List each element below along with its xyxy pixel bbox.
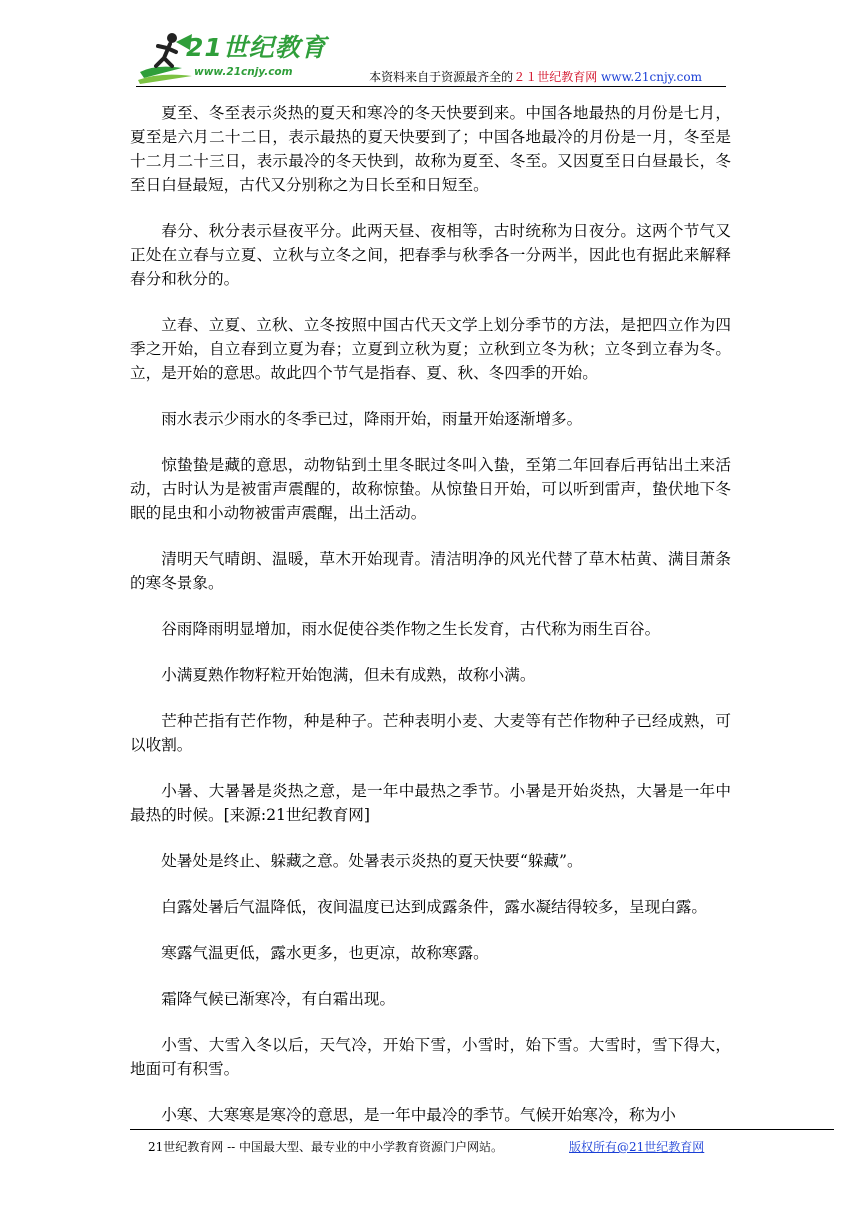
paragraph: 春分、秋分表示昼夜平分。此两天昼、夜相等，古时统称为日夜分。这两个节气又正处在立春与立夏、立秋与立冬之间，把春季与秋季各一分两半，因此也有据此来解释春分和秋分的。 xyxy=(130,222,731,288)
document-body xyxy=(130,101,731,1149)
paragraph: 谷雨降雨明显增加，雨水促使谷类作物之生长发育，古代称为雨生百谷。 xyxy=(161,620,661,638)
header-divider xyxy=(136,86,726,87)
copyright-link[interactable]: 版权所有@21世纪教育网 xyxy=(569,1140,705,1154)
paragraph: 夏至、冬至表示炎热的夏天和寒冷的冬天快要到来。中国各地最热的月份是七月，夏至是六月二十二日，表示最热的夏天快要到了；中国各地最冷的月份是一月，冬至是十二月二十三日，表示最冷的冬天快到，故称为夏至、冬至。又因夏至日白昼最长，冬至日白昼最短，古代又分别称之为日长至和日短至。 xyxy=(130,104,731,194)
paragraph: 小满夏熟作物籽粒开始饱满，但未有成熟，故称小满。 xyxy=(161,666,536,684)
page-header xyxy=(0,0,860,90)
paragraph: 小暑、大暑暑是炎热之意，是一年中最热之季节。小暑是开始炎热，大暑是一年中最热的时候。[来源:21世纪教育网] xyxy=(130,782,731,824)
header-prefix: 本资料来自于资源最齐全的 xyxy=(369,70,514,84)
paragraph: 小雪、大雪入冬以后，天气冷，开始下雪，小雪时，始下雪。大雪时，雪下得大，地面可有积雪。 xyxy=(130,1036,731,1078)
logo-brand-text: 21世纪教育 xyxy=(186,33,327,62)
footer-text: 21世纪教育网 -- 中国最大型、最专业的中小学教育资源门户网站。 xyxy=(148,1140,504,1154)
footer-divider xyxy=(130,1129,834,1130)
paragraph: 处暑处是终止、躲藏之意。处暑表示炎热的夏天快要“躲藏”。 xyxy=(161,852,583,870)
paragraph: 清明天气晴朗、温暖，草木开始现青。清洁明净的风光代替了草木枯黄、满目萧条的寒冬景象。 xyxy=(130,550,731,592)
paragraph: 小寒、大寒寒是寒冷的意思，是一年中最冷的季节。气候开始寒冷，称为小 xyxy=(161,1106,676,1124)
paragraph: 惊蛰蛰是藏的意思，动物钻到土里冬眠过冬叫入蛰，至第二年回春后再钻出土来活动，古时认为是被雷声震醒的，故称惊蛰。从惊蛰日开始，可以听到雷声，蛰伏地下冬眠的昆虫和小动物被雷声震醒，出土活动。 xyxy=(130,456,731,522)
header-site-name-link[interactable]: ２１世纪教育网 xyxy=(513,70,598,84)
header-source-line xyxy=(369,68,702,85)
paragraph: 白露处暑后气温降低，夜间温度已达到成露条件，露水凝结得较多，呈现白露。 xyxy=(161,898,707,916)
site-logo[interactable] xyxy=(136,28,336,86)
paragraph: 立春、立夏、立秋、立冬按照中国古代天文学上划分季节的方法，是把四立作为四季之开始，自立春到立夏为春；立夏到立秋为夏；立秋到立冬为秋；立冬到立春为冬。立，是开始的意思。故此四个节气是指春、夏、秋、冬四季的开始。 xyxy=(130,316,731,382)
logo-url-text: www.21cnjy.com xyxy=(194,66,293,78)
header-site-url-link[interactable]: www.21cnjy.com xyxy=(601,70,702,84)
paragraph: 寒露气温更低，露水更多，也更凉，故称寒露。 xyxy=(161,944,489,962)
paragraph: 雨水表示少雨水的冬季已过，降雨开始，雨量开始逐渐增多。 xyxy=(161,410,583,428)
paragraph: 芒种芒指有芒作物，种是种子。芒种表明小麦、大麦等有芒作物种子已经成熟，可以收割。 xyxy=(130,712,731,754)
paragraph: 霜降气候已渐寒冷，有白霜出现。 xyxy=(161,990,396,1008)
